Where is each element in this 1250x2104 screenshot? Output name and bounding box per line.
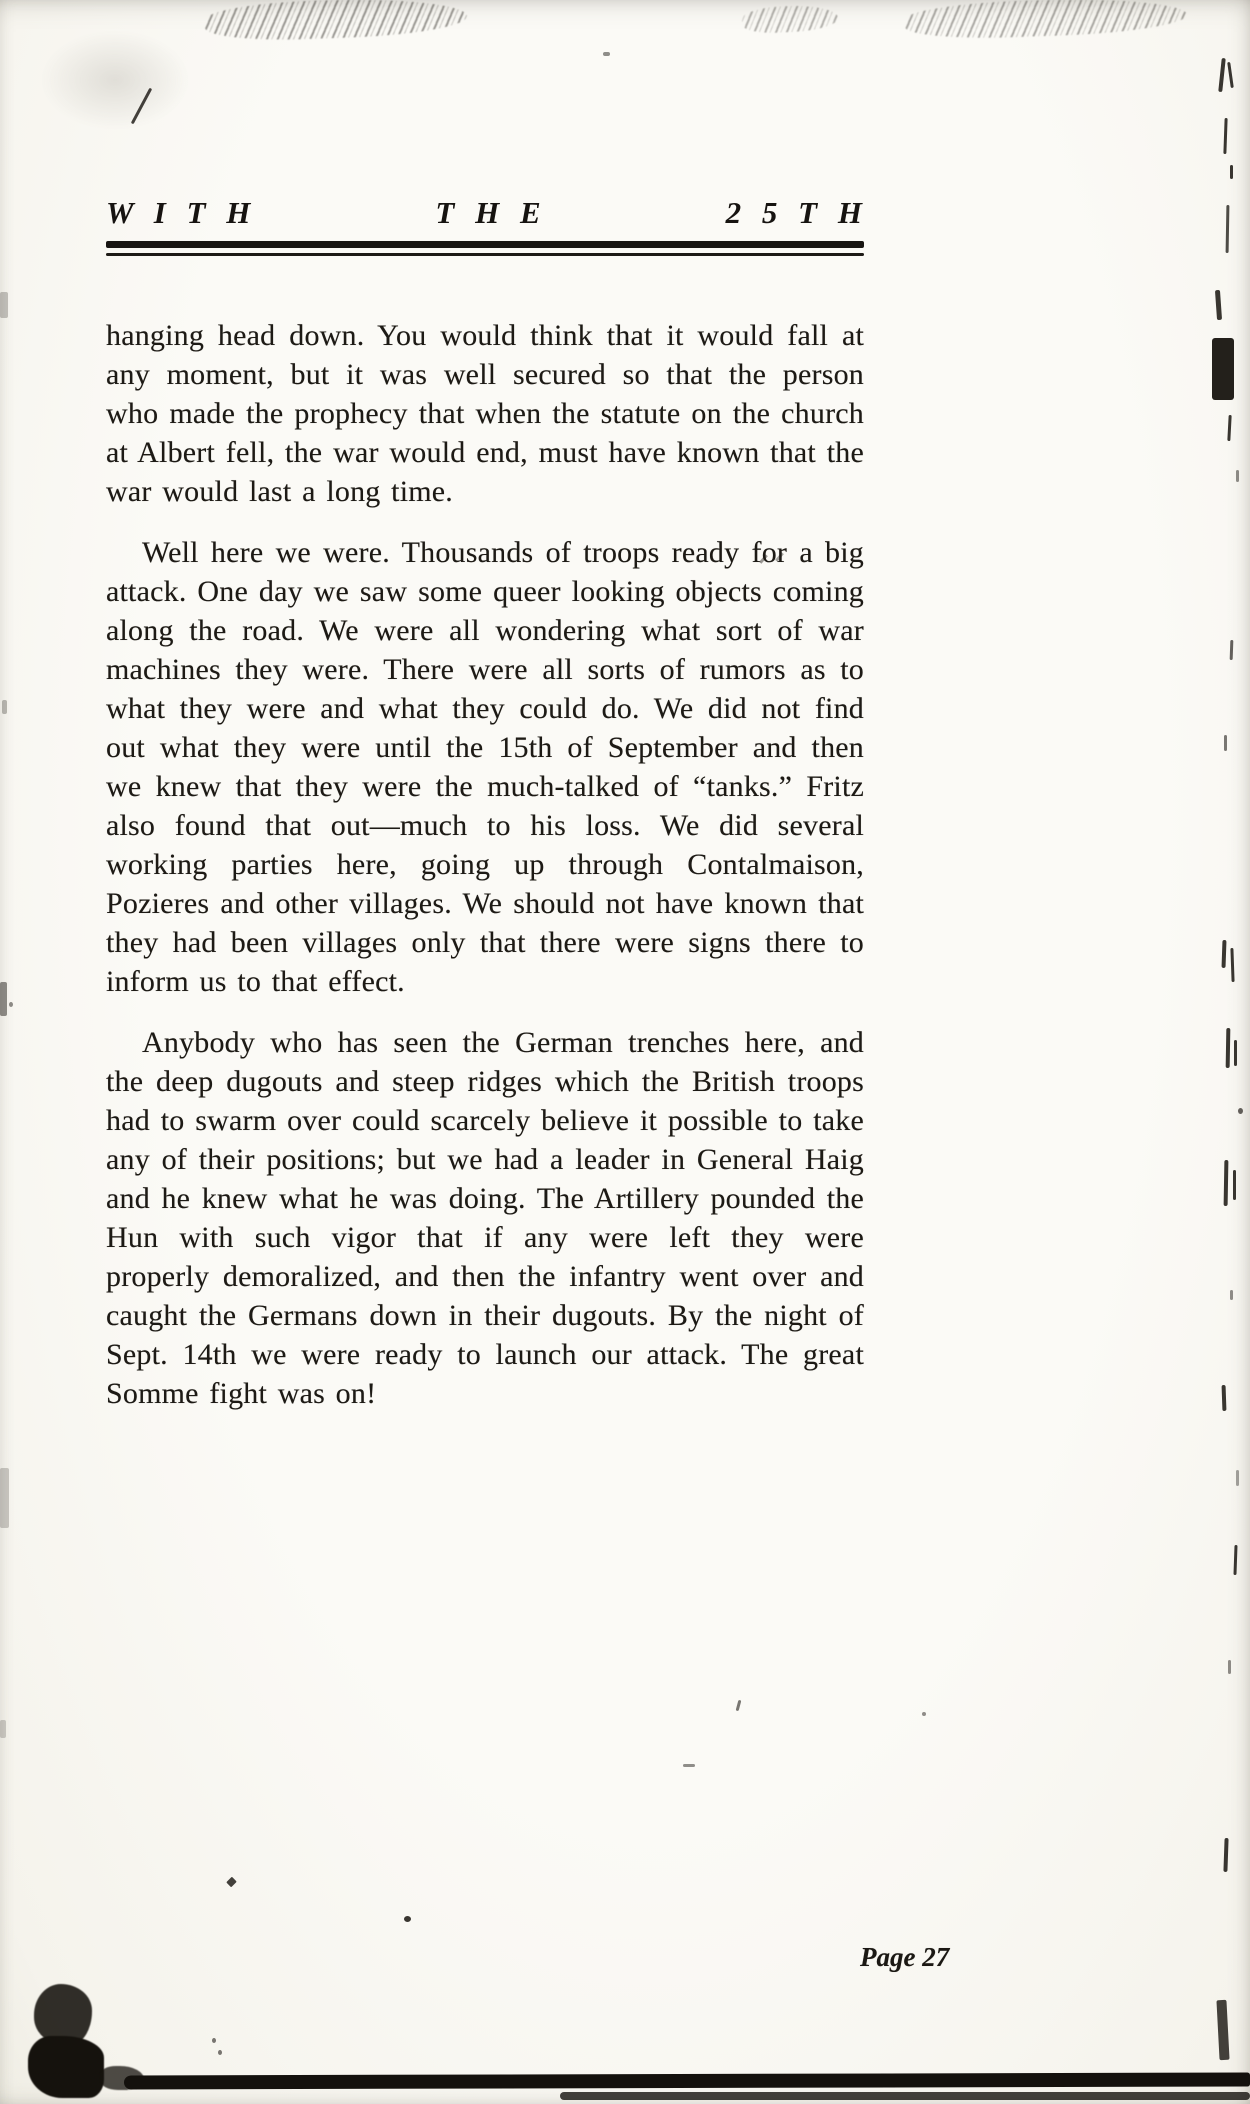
scan-blob bbox=[28, 2036, 104, 2098]
scan-edge-mark bbox=[1224, 735, 1227, 751]
scan-smudge bbox=[741, 4, 838, 35]
scan-edge-mark bbox=[1223, 1838, 1228, 1872]
running-head-title bbox=[106, 196, 864, 230]
scan-speck bbox=[736, 1700, 742, 1711]
scan-smudge bbox=[40, 30, 190, 130]
scan-edge-mark bbox=[0, 292, 8, 318]
scan-edge-mark bbox=[1212, 338, 1234, 400]
scan-edge-mark bbox=[1230, 948, 1234, 982]
scan-edge-mark bbox=[1233, 1170, 1236, 1200]
scan-edge-mark bbox=[1215, 290, 1222, 320]
scan-edge-mark bbox=[1230, 640, 1234, 660]
scan-edge-mark bbox=[1223, 118, 1227, 154]
scan-edge-mark bbox=[0, 1720, 6, 1738]
scan-edge-mark bbox=[1230, 165, 1233, 179]
scan-speck bbox=[226, 1877, 237, 1888]
scan-edge-mark bbox=[1216, 2000, 1229, 2060]
scan-speck bbox=[218, 2050, 222, 2055]
scan-edge-mark bbox=[1222, 940, 1227, 968]
scan-edge-mark bbox=[1236, 1470, 1239, 1486]
scan-edge-mark bbox=[1227, 62, 1234, 88]
scan-edge-mark bbox=[1227, 415, 1231, 441]
scan-edge-mark bbox=[1226, 1028, 1231, 1068]
scan-edge-mark bbox=[1218, 58, 1226, 92]
scan-smudge bbox=[904, 0, 1187, 41]
scan-edge-mark bbox=[1226, 205, 1230, 253]
paragraph: Well here we were. Thousands of troops ready for a big attack. One day we saw some queer looking objects coming along the road. We were all wondering what sort of war machines they were. There were all sorts of rumors as to what they were and what they could do. We did not find out what they were until the 15th of September and then we knew that they were the much-talked of “tanks.” Fritz also found that out—much to his loss. We did several working parties here, going up through Contalmaison, Pozieres and other villages. We should not have known that they had been villages only that there were signs there to inform us to that effect. bbox=[106, 536, 864, 998]
paragraph: hanging head down. You would think that it would fall at any moment, but it was well secured so that the person who made the prophecy that when the statute on the church at Albert fell, the war would end, must have known that the war would last a long time. bbox=[106, 319, 864, 508]
scan-smudge bbox=[204, 0, 467, 43]
scan-edge-mark bbox=[1224, 1160, 1229, 1206]
paragraph: Anybody who has seen the German trenches here, and the deep dugouts and steep ridges which the British troops had to swarm over could scarcely believe it possible to take any of their positions; but we had a leader in General Haig and he knew what he was doing. The Artillery pounded the Hun with such vigor that if any were left they were properly demoralized, and then the infantry went over and caught the Germans down in their dugouts. By the night of Sept. 14th we were ready to launch our attack. The great Somme fight was on! bbox=[106, 1026, 864, 1410]
scan-edge-mark bbox=[1238, 1108, 1243, 1114]
running-head-word-the: T H E bbox=[435, 195, 543, 230]
scan-speck bbox=[603, 52, 610, 56]
scan-bottom-bar bbox=[560, 2092, 1250, 2100]
running-head-word-25th: 2 5 T H bbox=[725, 195, 864, 230]
scan-bottom-bar bbox=[124, 2073, 1250, 2090]
page-body bbox=[106, 316, 864, 1413]
scan-speck bbox=[683, 1764, 695, 1767]
scan-edge-mark bbox=[0, 1468, 9, 1528]
scan-speck bbox=[404, 1916, 411, 1922]
page-number: Page 27 bbox=[860, 1942, 950, 1972]
scan-edge-mark bbox=[9, 1002, 13, 1007]
scan-speck bbox=[212, 2038, 216, 2043]
scan-edge-mark bbox=[1236, 470, 1239, 482]
scan-edge-mark bbox=[1222, 1385, 1227, 1411]
header-rule-thin bbox=[106, 253, 864, 256]
scan-blob bbox=[34, 1984, 92, 2046]
scan-edge-mark bbox=[1230, 1290, 1233, 1300]
scan-blob bbox=[100, 2066, 144, 2090]
scan-edge-mark bbox=[1234, 1040, 1237, 1066]
scan-edge-mark bbox=[2, 700, 7, 714]
scan-slash bbox=[131, 88, 152, 125]
scan-edge-mark bbox=[1228, 1660, 1231, 1674]
header-rule-thick bbox=[106, 241, 864, 248]
running-head bbox=[106, 196, 864, 256]
scan-speck bbox=[922, 1712, 926, 1716]
scan-edge-mark bbox=[1233, 1545, 1237, 1575]
running-head-word-with: W I T H bbox=[106, 195, 253, 230]
page-content bbox=[106, 196, 864, 1413]
scan-edge-mark bbox=[0, 982, 7, 1016]
